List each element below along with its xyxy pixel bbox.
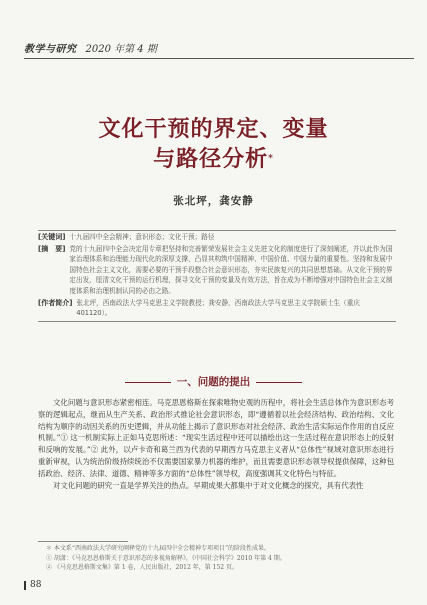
abstract-label: [摘 要] xyxy=(38,244,66,253)
heading-rule-right xyxy=(256,382,302,383)
running-header xyxy=(24,40,414,59)
body-paragraph-2: 对文化问题的研究一直是学界关注的热点。早期成果大都集中于对文化概念的探究，具有代表性 xyxy=(53,480,364,490)
issue-number: 2020 年第 4 期 xyxy=(85,44,157,55)
title-line-2: 与路径分析 xyxy=(153,146,269,172)
author-info-label: [作者简介] xyxy=(38,298,73,307)
footnote-1: ① 胡潇：《马克思恩格斯关于意识形态的多视角解释》，《中国社会科学》2010 年第 4 期。 xyxy=(46,554,286,562)
title-footnote-mark: * xyxy=(268,154,274,164)
body-text xyxy=(38,397,394,491)
author-info-text: 张北坪，西南政法大学马克思主义学院教授；龚安静，西南政法大学马克思主义学院硕士生（重庆 401120）。 xyxy=(76,298,360,318)
meta-top-rule xyxy=(38,230,396,231)
body-paragraph-1: 文化问题与意识形态紧密相连。马克思恩格斯在探索唯物史观的历程中，将社会生活总体作为意识形态考察的逻辑起点，继而从生产关系、政治形式推论社会意识形态，即“遵循着以社会经济结构、政治结构、文化结构为顺序的动因关系的历史逻辑，并从功能上揭示了意识形态对社会经济、政治生活实际运作作用的自反应机制。”① 这一机制实际上正如马克思所述：“现实生活过程中还可以描绘出这一生活过程在意识形态上的反射和反响的发展。”② 此外，以卢卡奇和葛兰西为代表的早期西方马克思主义者从“总体性”视域对意识形态进行重新审视，认为统治阶级持续统治不仅需要国家暴力机器的维护，而且需要意识形态领导权提供保障，这种包括政治、经济、法律、道德、精神等多方面的“总体性”领导权，高度强调其文化特色与特征。 xyxy=(38,398,394,478)
section-heading-text: 一、问题的提出 xyxy=(176,376,251,388)
abstract-text: 党的十九届四中全会决定用专章把坚持和完善繁荣发展社会主义先进文化的制度进行了深刻阐述，并以此作为国家治理体系和治理能力现代化的深厚支撑，凸显其构筑中国精神、中国价值、中国力量的重要性。坚持和发展中国特色社会主义文化，需要必要的干预手段整合社会意识形态，夯实民族复兴的共同思想基础。从文化干预的界定出发，厘清文化干预的运行机理，探寻文化干预的变量及有效方法，旨在成为不断增强对中国特色社会主义制度体系和治理机制认同的必由之路。 xyxy=(69,244,393,295)
journal-name: 教学与研究 xyxy=(24,44,77,55)
meta-bottom-rule xyxy=(38,321,396,322)
footnote-2: ② 《马克思恩格斯文集》第 1 卷，人民出版社，2012 年，第 152 页。 xyxy=(46,564,238,572)
heading-rule-left xyxy=(125,382,171,383)
abstract-row xyxy=(38,244,396,297)
title-line-1: 文化干预的界定、变量 xyxy=(98,116,329,142)
page-number: 88 xyxy=(24,581,41,590)
author-names: 张北坪，龚安静 xyxy=(173,195,254,207)
article-title xyxy=(0,114,427,174)
keywords-text: 十九届四中全会精神；意识形态；文化干预；路径 xyxy=(69,233,215,241)
article-metadata xyxy=(38,228,396,323)
author-info-row xyxy=(38,298,396,319)
section-heading xyxy=(0,374,427,389)
footnote-rule xyxy=(38,541,128,542)
footnotes xyxy=(38,541,394,573)
keywords-label: [关键词] xyxy=(38,233,66,241)
title-line-2-wrap xyxy=(0,144,427,174)
footnote-project: ＊ 本文系“西南政法大学研究阐释党的十九届四中全会精神专项项目”的阶段性成果。 xyxy=(46,545,271,552)
keywords-row xyxy=(38,232,396,243)
